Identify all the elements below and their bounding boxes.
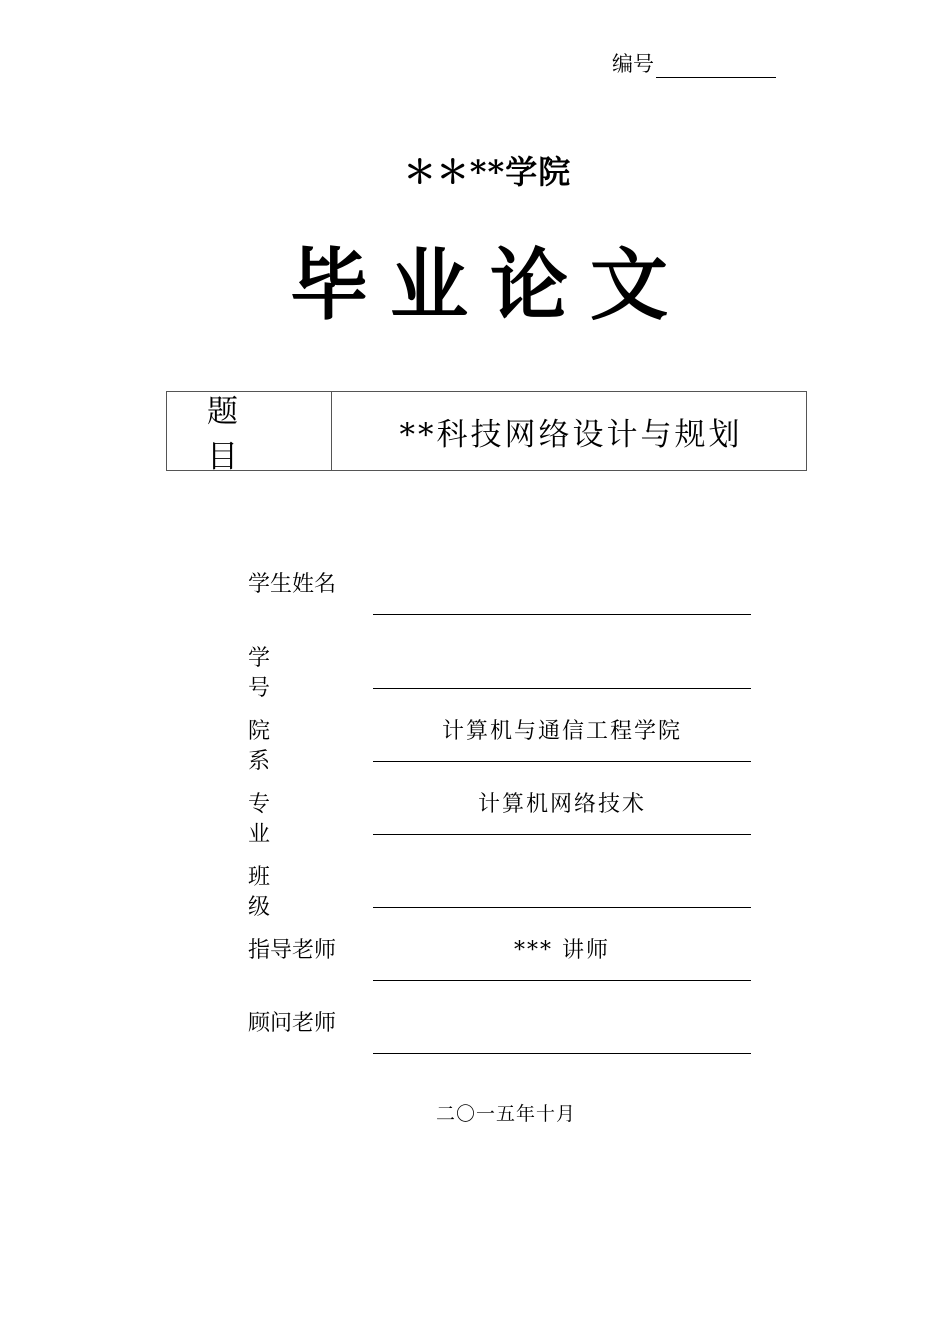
info-label-text: 专业 bbox=[248, 792, 325, 847]
topic-value: **科技网络设计与规划 bbox=[399, 416, 743, 453]
info-row-consultant bbox=[248, 1009, 751, 1059]
info-label bbox=[248, 936, 348, 966]
info-row-student-id bbox=[248, 644, 751, 701]
info-value-field[interactable]: 计算机网络技术 bbox=[373, 790, 751, 835]
info-row-class bbox=[248, 863, 751, 920]
document-title: 毕业论文 bbox=[289, 240, 690, 331]
info-label-text: 顾问老师 bbox=[248, 1011, 337, 1036]
info-label bbox=[248, 1009, 348, 1039]
document-date: 二〇一五年十月 bbox=[435, 1103, 576, 1125]
topic-label: 题目 bbox=[167, 392, 332, 470]
serial-blank-field[interactable] bbox=[656, 53, 776, 78]
info-row-student-name bbox=[248, 570, 751, 620]
info-label bbox=[248, 863, 348, 923]
info-value-field[interactable] bbox=[373, 1009, 751, 1054]
serial-label: 编号 bbox=[612, 52, 654, 76]
info-row-department bbox=[248, 717, 751, 774]
info-label bbox=[248, 790, 348, 850]
info-row-major bbox=[248, 790, 751, 847]
info-value-field[interactable]: *** 讲师 bbox=[373, 936, 751, 981]
serial-number bbox=[612, 50, 776, 78]
info-label bbox=[248, 717, 348, 777]
info-value-field[interactable] bbox=[373, 863, 751, 908]
info-label-text: 学号 bbox=[248, 646, 325, 701]
info-row-advisor bbox=[248, 936, 751, 986]
info-label-text: 指导老师 bbox=[248, 938, 337, 963]
info-value-field[interactable] bbox=[373, 570, 751, 615]
info-label-text: 班级 bbox=[248, 865, 325, 920]
info-label bbox=[248, 570, 348, 600]
topic-table bbox=[166, 391, 807, 475]
info-label-text: 学生姓名 bbox=[248, 572, 337, 597]
info-label bbox=[248, 644, 348, 704]
info-value-field[interactable] bbox=[373, 644, 751, 689]
college-name: ＊＊**学院 bbox=[403, 153, 572, 191]
info-value-field[interactable]: 计算机与通信工程学院 bbox=[373, 717, 751, 762]
info-label-text: 院系 bbox=[248, 719, 325, 774]
